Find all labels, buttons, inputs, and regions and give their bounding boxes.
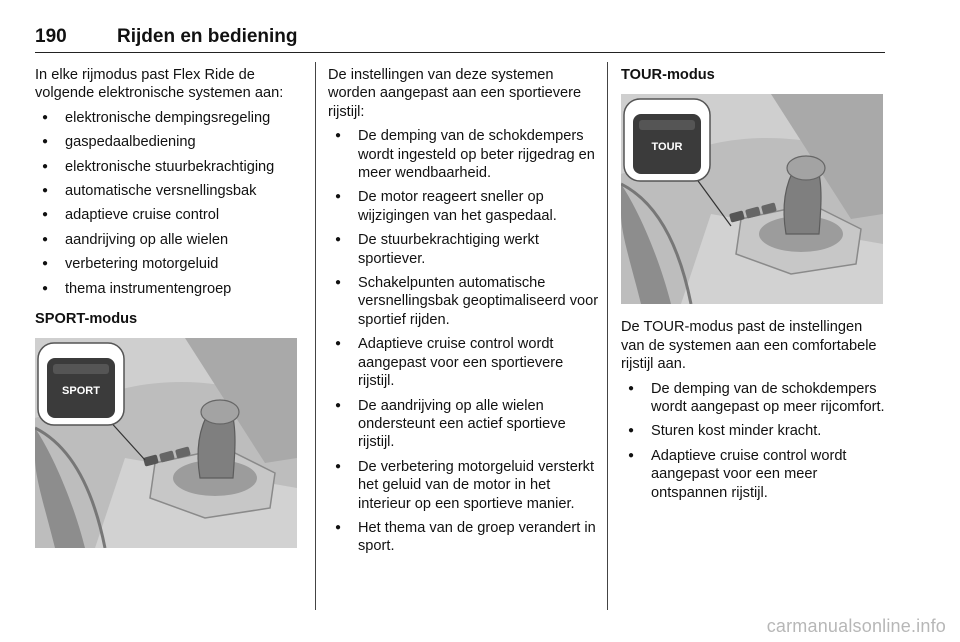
list-item: ● De demping van de schokdempers wordt ingesteld op beter rijgedrag en meer wendbaarheid. (328, 127, 600, 182)
list-item: ● elektronische dempingsregeling (35, 109, 303, 127)
sport-button-label: SPORT (62, 385, 100, 398)
list-item: ● aandrijving op alle wielen (35, 231, 303, 249)
sport-mode-heading: SPORT-modus (35, 311, 138, 328)
list-item: ● automatische versnellingsbak (35, 182, 303, 200)
watermark: carmanualsonline.info (766, 616, 946, 636)
column-2 (328, 66, 600, 556)
tour-intro-paragraph: De TOUR-modus past de instellingen van de systemen aan een comfortabele rijstijl aan. (621, 319, 877, 373)
list-item: ● De stuurbekrachtiging werkt sportiever. (328, 231, 600, 268)
intro-paragraph: In elke rijmodus past Flex Ride de volgende elektronische systemen aan: (35, 67, 284, 102)
systems-list (35, 109, 303, 298)
column-divider-1 (315, 62, 316, 610)
intro-paragraph: De instellingen van deze systemen worden aangepast aan een sportievere rijstijl: (328, 67, 582, 120)
list-item: ● Adaptieve cruise control wordt aangepast voor een meer ontspannen rijstijl. (621, 447, 889, 502)
page-header (35, 24, 885, 53)
page-title: Rijden en bediening (117, 26, 298, 47)
tour-effects-list (621, 380, 889, 502)
list-item: ● verbetering motorgeluid (35, 255, 303, 273)
tour-mode-heading: TOUR-modus (621, 67, 715, 83)
column-3 (621, 66, 889, 502)
list-item: ● De motor reageert sneller op wijzigingen van het gaspedaal. (328, 188, 600, 225)
list-item: ● De demping van de schokdempers wordt aangepast op meer rijcomfort. (621, 380, 889, 417)
sport-effects-list (328, 127, 600, 556)
list-item: ● De verbetering motorgeluid versterkt het geluid van de motor in het interieur op een sportieve manier. (328, 458, 600, 513)
list-item: ● Schakelpunten automatische versnellingsbak geoptimaliseerd voor sportief rijden. (328, 274, 600, 329)
column-1 (35, 66, 303, 548)
list-item: ● Adaptieve cruise control wordt aangepast voor een sportievere rijstijl. (328, 335, 600, 390)
page-number: 190 (35, 26, 67, 47)
tour-button-label: TOUR (651, 141, 683, 154)
column-divider-2 (607, 62, 608, 610)
list-item: ● elektronische stuurbekrachtiging (35, 158, 303, 176)
list-item: ● adaptieve cruise control (35, 206, 303, 224)
tour-mode-illustration (621, 94, 883, 304)
list-item: ● Sturen kost minder kracht. (621, 422, 889, 440)
sport-mode-illustration (35, 338, 297, 548)
list-item: ● De aandrijving op alle wielen ondersteunt een actief sportieve rijstijl. (328, 397, 600, 452)
list-item: ● thema instrumentengroep (35, 280, 303, 298)
list-item: ● gaspedaalbediening (35, 133, 303, 151)
list-item: ● Het thema van de groep verandert in sport. (328, 519, 600, 556)
